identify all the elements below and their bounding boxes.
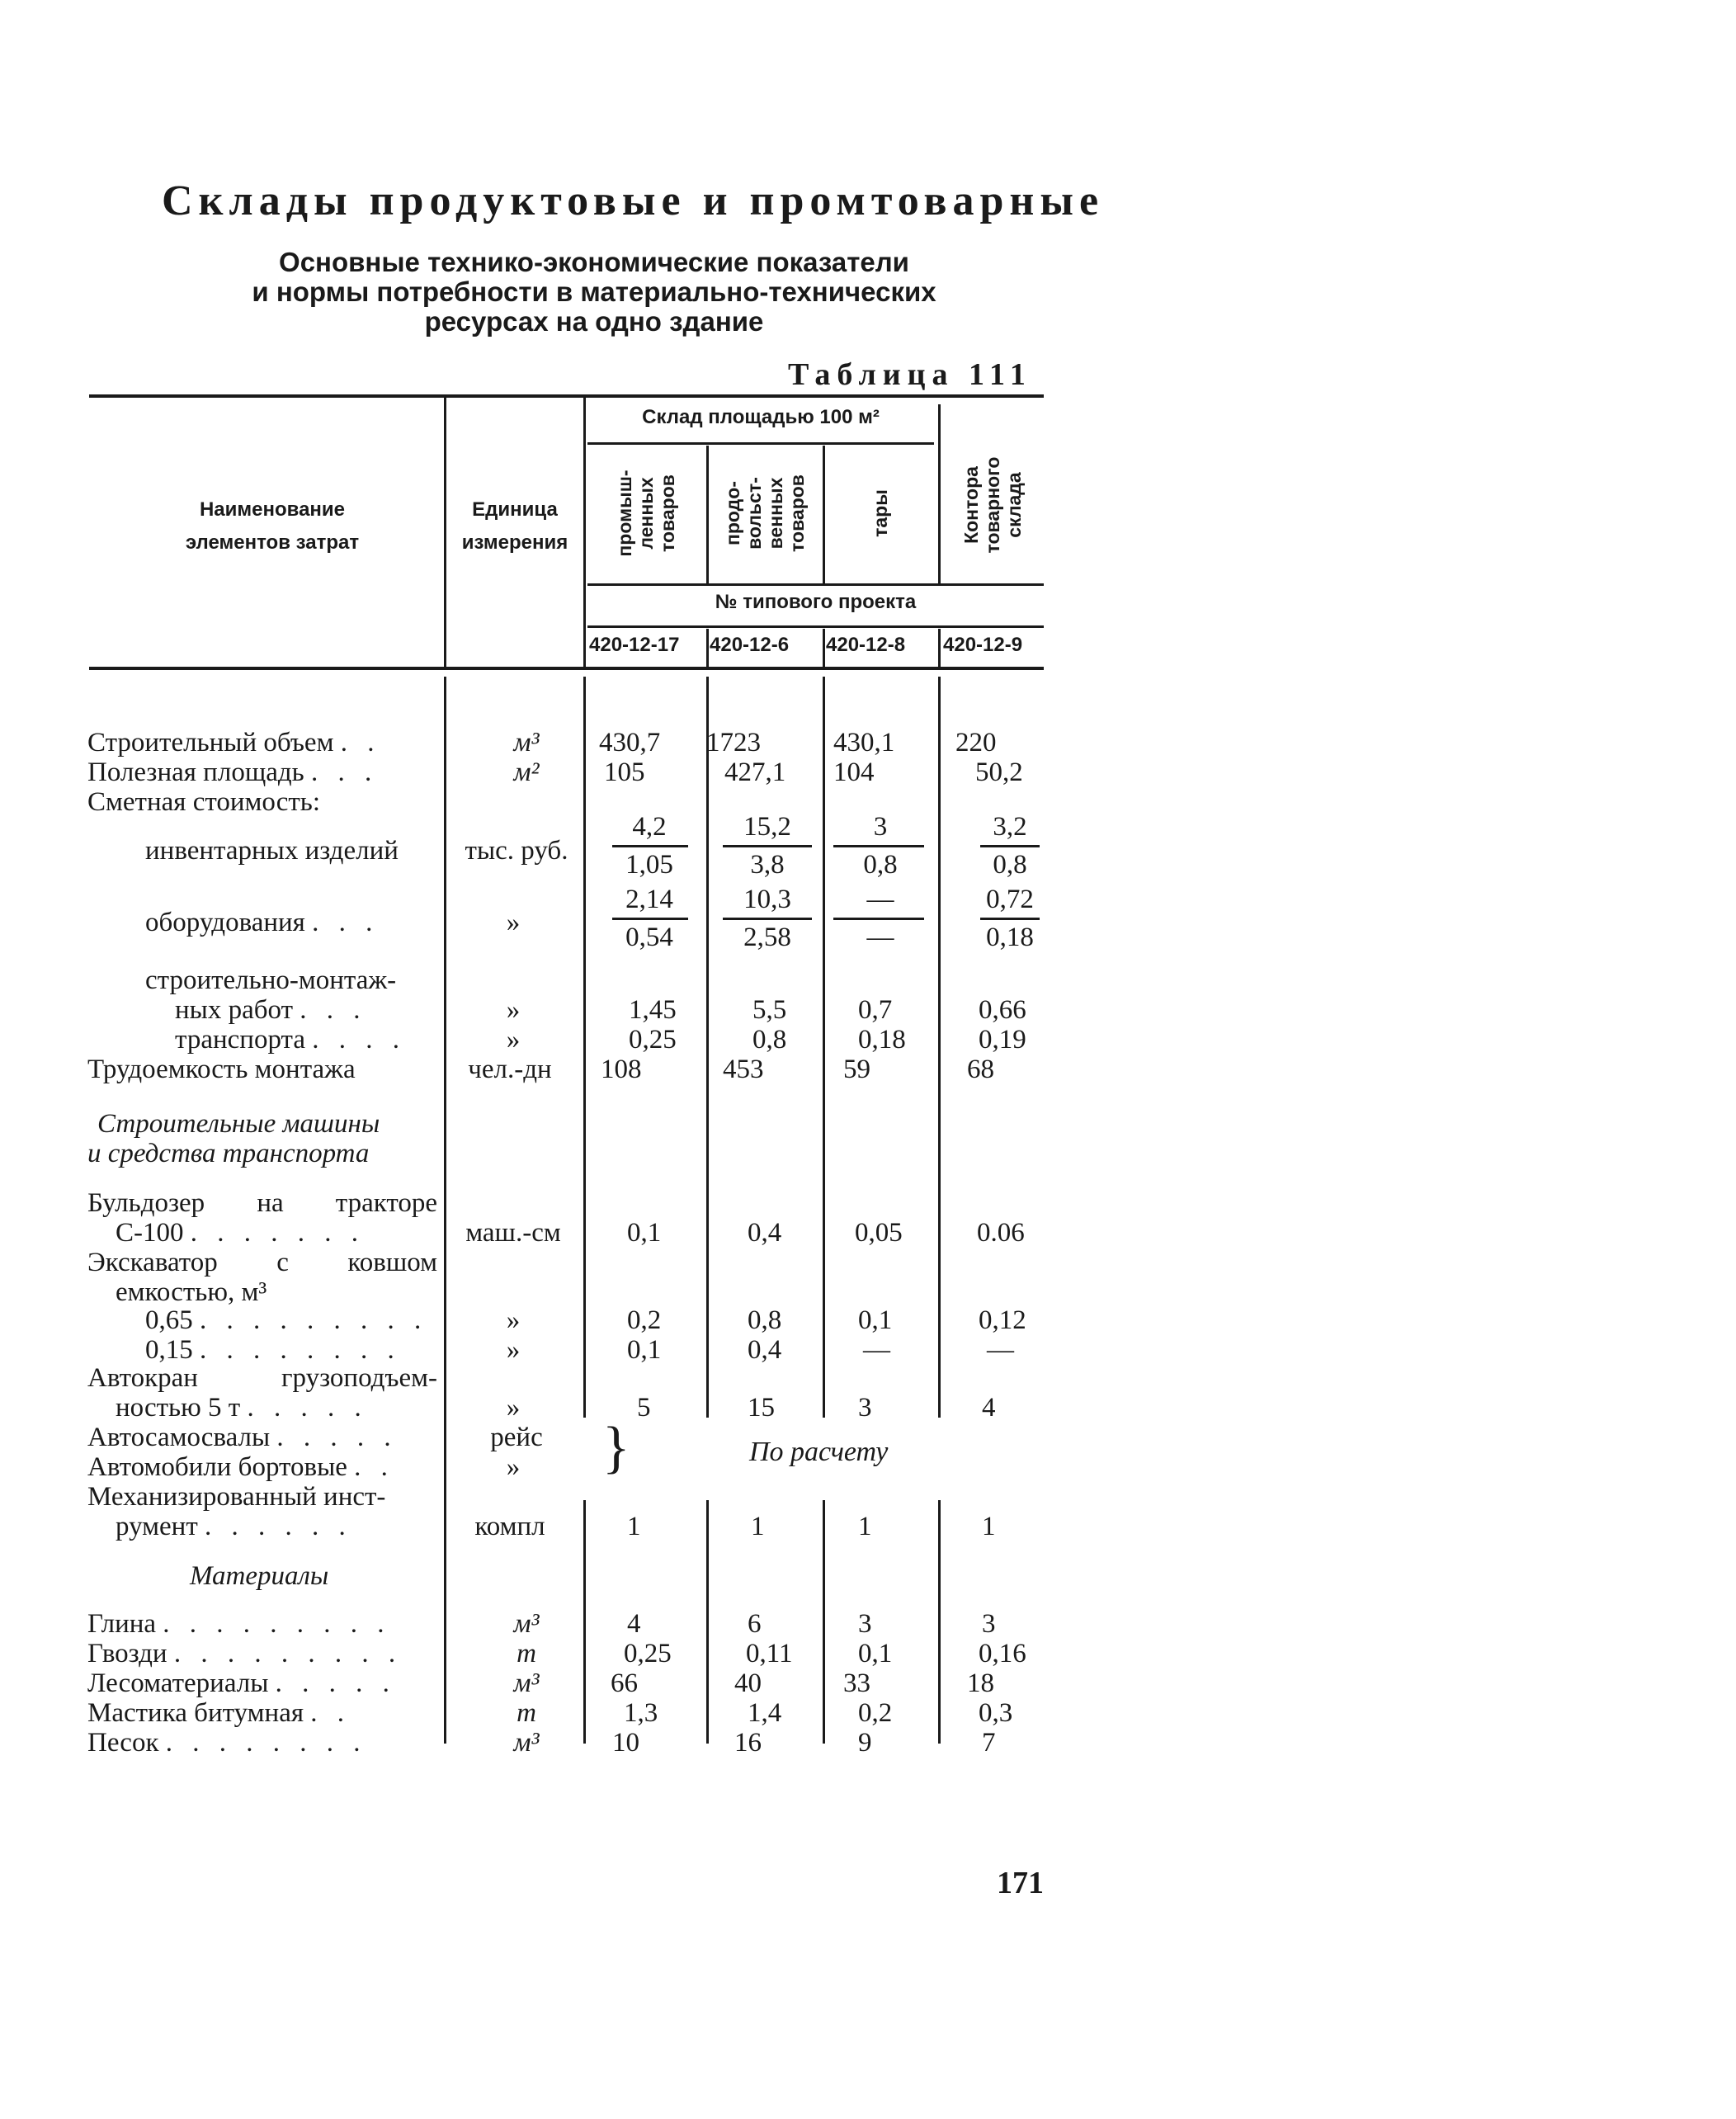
row-exc015-c1: 0,1 — [627, 1335, 662, 1365]
row-crane-name-2: ностью 5 т . . . . . — [116, 1393, 368, 1423]
vline-c1-c2-hdr — [706, 446, 709, 583]
section-materials: Материалы — [190, 1561, 329, 1591]
row-crane-unit: » — [506, 1393, 521, 1423]
row-exc015-unit: » — [506, 1335, 521, 1365]
row-bulldozer-c3: 0,05 — [855, 1218, 903, 1248]
row-crane-c4: 4 — [982, 1393, 996, 1423]
row-clay-c3: 3 — [858, 1609, 872, 1639]
vline-c2-c3-body-b — [823, 1500, 825, 1744]
row-labor-c3: 59 — [843, 1055, 870, 1084]
row-labor-c1: 108 — [601, 1055, 642, 1084]
row-equipment-c2-den: 2,58 — [743, 923, 791, 952]
row-transport-c3: 0,18 — [858, 1025, 906, 1055]
row-lumber-unit: м³ — [513, 1668, 540, 1698]
vline-name-unit-body — [444, 677, 446, 1744]
row-mastic-c1: 1,3 — [624, 1698, 658, 1728]
row-area-c2: 427,1 — [724, 757, 786, 787]
row-nails-c1: 0,25 — [624, 1639, 672, 1668]
row-exc065-c4: 0,12 — [979, 1305, 1026, 1335]
row-exc015-c3: — — [863, 1335, 890, 1365]
header-bottom-rule — [89, 667, 1044, 670]
row-labor-c4: 68 — [967, 1055, 994, 1084]
row-tools-c4: 1 — [982, 1512, 996, 1541]
row-inventory-c1-num: 4,2 — [632, 812, 667, 842]
row-inventory-c3-bar — [833, 845, 924, 847]
row-dump-name: Автосамосвалы . . . . . — [87, 1423, 398, 1452]
header-col-food: продо- вольст- венных товаров — [722, 474, 808, 552]
row-clay-c4: 3 — [982, 1609, 996, 1639]
row-nails-c4: 0,16 — [979, 1639, 1026, 1668]
row-bulldozer-name-1: Бульдозер на тракторе — [87, 1188, 437, 1218]
row-equipment-c3-bar — [833, 918, 924, 920]
row-labor-c2: 453 — [723, 1055, 764, 1084]
vline-c3-c4-codes — [938, 629, 941, 667]
row-exc065-c2: 0,8 — [748, 1305, 782, 1335]
header-project-label: № типового проекта — [715, 591, 917, 613]
row-inventory-c2-num: 15,2 — [743, 812, 791, 842]
row-tools-unit: компл — [474, 1512, 545, 1541]
row-construction-c3: 0,7 — [858, 995, 893, 1025]
row-inventory-c1-den: 1,05 — [625, 850, 673, 880]
row-volume-c4: 220 — [955, 728, 997, 757]
vline-c3-c4-body-b — [938, 1500, 941, 1744]
row-construction-c2: 5,5 — [752, 995, 787, 1025]
row-labor-name: Трудоемкость монтажа — [87, 1055, 356, 1084]
table-top-rule — [89, 394, 1044, 398]
row-equipment-name: оборудования . . . — [145, 908, 380, 937]
row-inventory-name: инвентарных изделий — [145, 836, 399, 866]
row-equipment-c4-den: 0,18 — [986, 923, 1034, 952]
row-crane-name-1: Автокран грузоподъем- — [87, 1363, 437, 1393]
row-equipment-unit: » — [506, 908, 521, 937]
row-lumber-c3: 33 — [843, 1668, 870, 1698]
vline-c2-c3-hdr — [823, 446, 825, 583]
row-mastic-name: Мастика битумная . . — [87, 1698, 351, 1728]
vline-unit-c1-body-b — [583, 1500, 586, 1744]
row-dump-unit: рейс — [490, 1423, 543, 1452]
row-construction-name-1: строительно-монтаж- — [145, 965, 397, 995]
row-equipment-c3-den: — — [866, 923, 894, 952]
row-mastic-c3: 0,2 — [858, 1698, 893, 1728]
row-transport-c2: 0,8 — [752, 1025, 787, 1055]
row-sand-c3: 9 — [858, 1728, 872, 1758]
row-sand-unit: м³ — [513, 1728, 540, 1758]
section-machines-line-2: и средства транспорта — [87, 1139, 370, 1168]
row-construction-unit: » — [506, 995, 521, 1025]
row-nails-unit: т — [517, 1639, 536, 1668]
row-construction-c1: 1,45 — [629, 995, 677, 1025]
row-bulldozer-c2: 0,4 — [748, 1218, 782, 1248]
row-volume-name: Строительный объем . . — [87, 728, 381, 757]
page-title: Склады продуктовые и промтоварные — [162, 177, 1105, 224]
row-clay-name: Глина . . . . . . . . . — [87, 1609, 391, 1639]
row-inventory-c4-den: 0,8 — [993, 850, 1027, 880]
row-transport-name: транспорта . . . . — [175, 1025, 406, 1055]
row-inventory-c3-den: 0,8 — [863, 850, 898, 880]
vline-c1-c2-body-b — [706, 1500, 709, 1744]
subtitle-line-1: Основные технико-экономические показатели — [279, 247, 909, 277]
row-tools-c2: 1 — [751, 1512, 765, 1541]
row-area-c3: 104 — [833, 757, 875, 787]
row-transport-c1: 0,25 — [629, 1025, 677, 1055]
vline-unit-c1-body-a — [583, 677, 586, 1418]
row-flatbed-name: Автомобили бортовые . . — [87, 1452, 394, 1482]
vline-c2-c3-codes — [823, 629, 825, 667]
row-bulldozer-unit: маш.-см — [465, 1218, 561, 1248]
row-inventory-c2-bar — [723, 845, 812, 847]
row-clay-c1: 4 — [627, 1609, 641, 1639]
row-lumber-name: Лесоматериалы . . . . . — [87, 1668, 396, 1698]
row-mastic-unit: т — [517, 1698, 536, 1728]
row-clay-c2: 6 — [748, 1609, 762, 1639]
row-transport-c4: 0,19 — [979, 1025, 1026, 1055]
row-tools-name-2: румент . . . . . . — [116, 1512, 352, 1541]
row-construction-name-2: ных работ . . . — [175, 995, 367, 1025]
row-inventory-c3-num: 3 — [873, 812, 888, 842]
row-tools-c3: 1 — [858, 1512, 872, 1541]
row-inventory-c2-den: 3,8 — [750, 850, 785, 880]
row-sand-name: Песок . . . . . . . . — [87, 1728, 367, 1758]
code-col-2: 420-12-6 — [710, 634, 790, 656]
brace-icon: } — [602, 1416, 630, 1480]
subtitle-line-3: ресурсах на одно здание — [424, 306, 764, 337]
row-volume-c3: 430,1 — [833, 728, 895, 757]
row-equipment-c4-bar — [980, 918, 1040, 920]
header-col-office: Контора товарного склада — [960, 456, 1025, 554]
row-nails-name: Гвозди . . . . . . . . . — [87, 1639, 403, 1668]
row-sand-c4: 7 — [982, 1728, 996, 1758]
vline-c1-c2-codes — [706, 629, 709, 667]
row-area-unit: м² — [513, 757, 540, 787]
row-crane-c2: 15 — [748, 1393, 775, 1423]
vline-c3-c4-body-a — [938, 677, 941, 1418]
by-calculation-note: По расчету — [749, 1437, 889, 1467]
row-transport-unit: » — [506, 1025, 521, 1055]
row-area-name: Полезная площадь . . . — [87, 757, 379, 787]
row-bulldozer-c1: 0,1 — [627, 1218, 662, 1248]
row-lumber-c1: 66 — [611, 1668, 638, 1698]
row-nails-c2: 0,11 — [746, 1639, 793, 1668]
row-volume-unit: м³ — [513, 728, 540, 757]
row-inventory-c1-bar — [612, 845, 688, 847]
row-nails-c3: 0,1 — [858, 1639, 893, 1668]
code-col-3: 420-12-8 — [826, 634, 906, 656]
header-unit-line-2: измерения — [461, 531, 568, 554]
row-exc065-name: 0,65 . . . . . . . . . — [145, 1305, 428, 1335]
header-group-label: Склад площадью 100 м² — [642, 406, 880, 428]
row-crane-c3: 3 — [858, 1393, 872, 1423]
row-lumber-c4: 18 — [967, 1668, 994, 1698]
page-number: 171 — [997, 1866, 1044, 1900]
code-col-1: 420-12-17 — [589, 634, 680, 656]
row-equipment-c2-bar — [723, 918, 812, 920]
row-exc065-unit: » — [506, 1305, 521, 1335]
row-equipment-c2-num: 10,3 — [743, 885, 791, 914]
row-labor-unit: чел.-дн — [468, 1055, 552, 1084]
row-exc015-c4: — — [987, 1335, 1014, 1365]
project-rule-bottom — [587, 625, 1044, 628]
row-exc015-c2: 0,4 — [748, 1335, 782, 1365]
row-exc065-c1: 0,2 — [627, 1305, 662, 1335]
row-exc015-name: 0,15 . . . . . . . . — [145, 1335, 401, 1365]
row-equipment-c1-num: 2,14 — [625, 885, 673, 914]
row-equipment-c3-num: — — [866, 885, 894, 914]
row-equipment-c1-den: 0,54 — [625, 923, 673, 952]
vline-c2-c3-body-a — [823, 677, 825, 1418]
header-col-containers: тары — [870, 489, 891, 537]
row-volume-c2: 1723 — [706, 728, 761, 757]
row-clay-unit: м³ — [513, 1609, 540, 1639]
row-inventory-c4-bar — [980, 845, 1040, 847]
table-number: Таблица 111 — [788, 357, 1032, 392]
header-col-industrial: промыш- ленных товаров — [614, 470, 678, 557]
row-crane-c1: 5 — [637, 1393, 651, 1423]
vline-unit-c1-hdr — [583, 398, 586, 667]
row-cost-label: Сметная стоимость: — [87, 787, 320, 817]
row-sand-c1: 10 — [612, 1728, 639, 1758]
row-area-c1: 105 — [604, 757, 645, 787]
header-name-col — [116, 493, 429, 559]
header-name-line-1: Наименование — [199, 498, 346, 521]
row-excavator-name-1: Экскаватор с ковшом — [87, 1248, 437, 1277]
row-tools-name-1: Механизированный инст- — [87, 1482, 386, 1512]
row-volume-c1: 430,7 — [599, 728, 661, 757]
header-name-line-2: элементов затрат — [185, 531, 360, 554]
row-bulldozer-c4: 0.06 — [977, 1218, 1025, 1248]
row-sand-c2: 16 — [734, 1728, 762, 1758]
section-machines-line-1: Строительные машины — [97, 1109, 380, 1139]
subtitle-line-2: и нормы потребности в материально-технических — [252, 276, 936, 307]
row-mastic-c2: 1,4 — [748, 1698, 782, 1728]
header-unit-line-1: Единица — [472, 498, 558, 521]
row-inventory-c4-num: 3,2 — [993, 812, 1027, 842]
row-flatbed-unit: » — [506, 1452, 521, 1482]
row-area-c4: 50,2 — [975, 757, 1023, 787]
row-bulldozer-name-2: С-100 . . . . . . . — [116, 1218, 365, 1248]
group-underline — [587, 442, 934, 445]
row-excavator-name-2: емкостью, м³ — [116, 1277, 267, 1307]
vline-c1-c2-body-a — [706, 677, 709, 1418]
row-equipment-c1-bar — [612, 918, 688, 920]
header-unit-col — [446, 493, 583, 559]
row-mastic-c4: 0,3 — [979, 1698, 1013, 1728]
row-construction-c4: 0,66 — [979, 995, 1026, 1025]
code-col-4: 420-12-9 — [943, 634, 1023, 656]
row-exc065-c3: 0,1 — [858, 1305, 893, 1335]
row-inventory-unit: тыс. руб. — [465, 836, 568, 866]
vline-c3-c4-hdr — [938, 404, 941, 583]
row-equipment-c4-num: 0,72 — [986, 885, 1034, 914]
row-tools-c1: 1 — [627, 1512, 641, 1541]
row-lumber-c2: 40 — [734, 1668, 762, 1698]
